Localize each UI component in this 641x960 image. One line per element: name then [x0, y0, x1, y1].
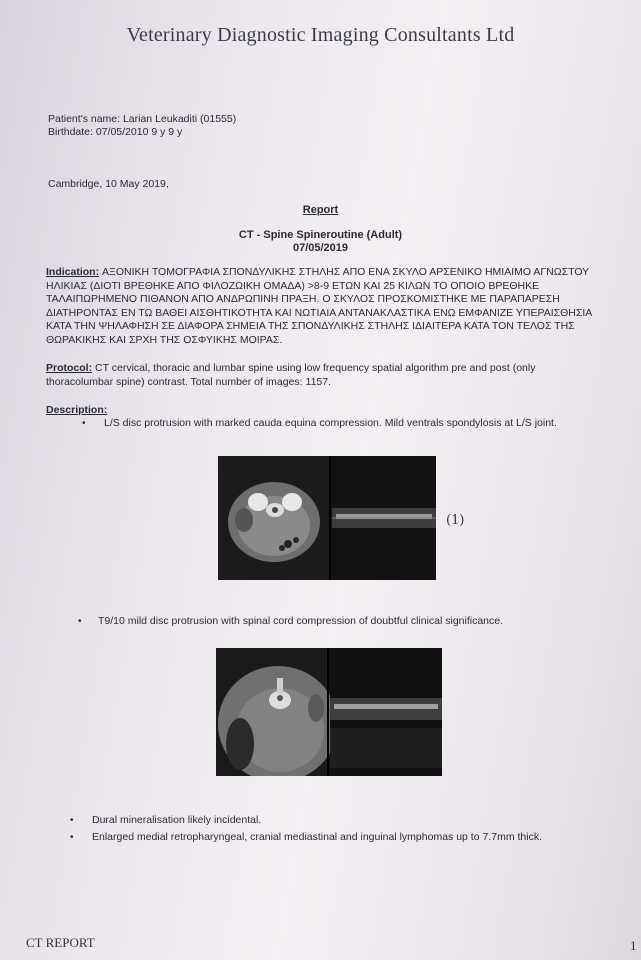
finding-4: Enlarged medial retropharyngeal, cranial mediastinal and inguinal lymphomas up to 7.7mm thick.: [92, 831, 542, 843]
bullet-marker: •: [78, 616, 82, 627]
company-name: Veterinary Diagnostic Imaging Consultants Ltd: [126, 24, 515, 46]
patient-name: Patient's name: Larian Leukaditi (01555): [48, 113, 237, 125]
finding-1: L/S disc protrusion with marked cauda equina compression. Mild ventrals spondylosis at L/S joint.: [104, 417, 557, 429]
page-number: 1: [630, 938, 637, 953]
patient-birthdate: Birthdate: 07/05/2010 9 y 9 y: [48, 126, 183, 138]
protocol-text: CT cervical, thoracic and lumbar spine using low frequency spatial algorithm pre and post (only thoracolumbar spine) contrast. Total number of images: 1157.: [46, 362, 536, 388]
protocol-section: [46, 362, 602, 389]
indication-label: Indication:: [46, 266, 100, 278]
ct-scan-image-lumbosacral: [218, 456, 436, 580]
ct-scan-graphic: [218, 456, 436, 580]
bullet-marker: •: [70, 815, 74, 826]
study-title: CT - Spine Spineroutine (Adult): [238, 229, 403, 241]
ct-scan-graphic: [216, 648, 442, 776]
bullet-marker: •: [70, 832, 74, 843]
finding-2: T9/10 mild disc protrusion with spinal cord compression of doubtful clinical significance.: [98, 615, 504, 627]
place-date: Cambridge, 10 May 2019,: [48, 178, 169, 190]
handwritten-note: (1): [446, 513, 465, 528]
footer-label: CT REPORT: [26, 935, 95, 950]
report-heading: Report: [302, 204, 339, 216]
finding-3: Dural mineralisation likely incidental.: [92, 814, 262, 826]
indication-section: [46, 266, 602, 347]
protocol-label: Protocol:: [46, 362, 93, 374]
bullet-marker: •: [82, 418, 86, 429]
description-label: Description:: [46, 404, 108, 416]
indication-text: ΑΞΟΝΙΚΗ ΤΟΜΟΓΡΑΦΙΑ ΣΠΟΝΔΥΛΙΚΗΣ ΣΤΗΛΗΣ ΑΠΟ ΕΝΑ ΣΚΥΛΟ ΑΡΣΕΝΙΚΟ ΗΜΙΑΙΜΟ ΑΓΝΩΣΤΟΥ ΗΛΙΚΙΑΣ (ΔΙΟΤΙ ΒΡΕΘΗΚΕ ΑΠΟ ΦΙΛΟΖΩΙΚΗ ΟΜΑΔΑ) >8-9 ΕΤΩΝ ΚΑΙ 25 ΚΙΛΩΝ ΤΟ ΟΠΟΙΟ ΒΡΕΘΗΚΕ ΤΑΛΑΙΠΩΡΗΜΕΝΟ ΠΙΘΑΝΟΝ ΑΠΟ ΑΝΔΡΩΠΙΝΗ ΠΡΑΞΗ. Ο ΣΚΥΛΟΣ ΠΡΟΣΚΟΜΙΣΤΗΚΕ ΜΕ ΠΑΡΑΠΑΡΕΣΗ ΔΙΑΤΗΡΟΝΤΑΣ ΕΝ ΤΩ ΒΑΘΕΙ ΑΙΣΘΗΤΙΚΟΤΗΤΑ ΚΑΙ ΝΩΤΙΑΙΑ ΑΝΤΑΝΑΚΛΑΣΤΙΚΑ ΕΝΩ ΕΜΦΑΝΙΖΕ ΥΠΕΡΑΙΣΘΗΣΙΑ ΚΑΤΑ ΤΗΝ ΨΗΛΑΦΗΣΗ ΣΕ ΔΙΑΦΟΡΑ ΣΗΜΕΙΑ ΤΗΣ ΣΠΟΝΔΥΛΙΚΗΣ ΣΤΗΛΗΣ ΙΔΙΑΙΤΕΡΑ ΚΑΤΑ ΤΟΝ ΤΕΛΟΣ ΤΗΣ ΘΩΡΑΚΙΚΗΣ ΚΑΙ ΣΡΧΗ ΤΗΣ ΟΣΦΥΙΚΗΣ ΜΟΙΡΑΣ.: [46, 266, 592, 346]
study-date: 07/05/2019: [292, 242, 349, 254]
ct-scan-image-thoracic: [216, 648, 442, 776]
